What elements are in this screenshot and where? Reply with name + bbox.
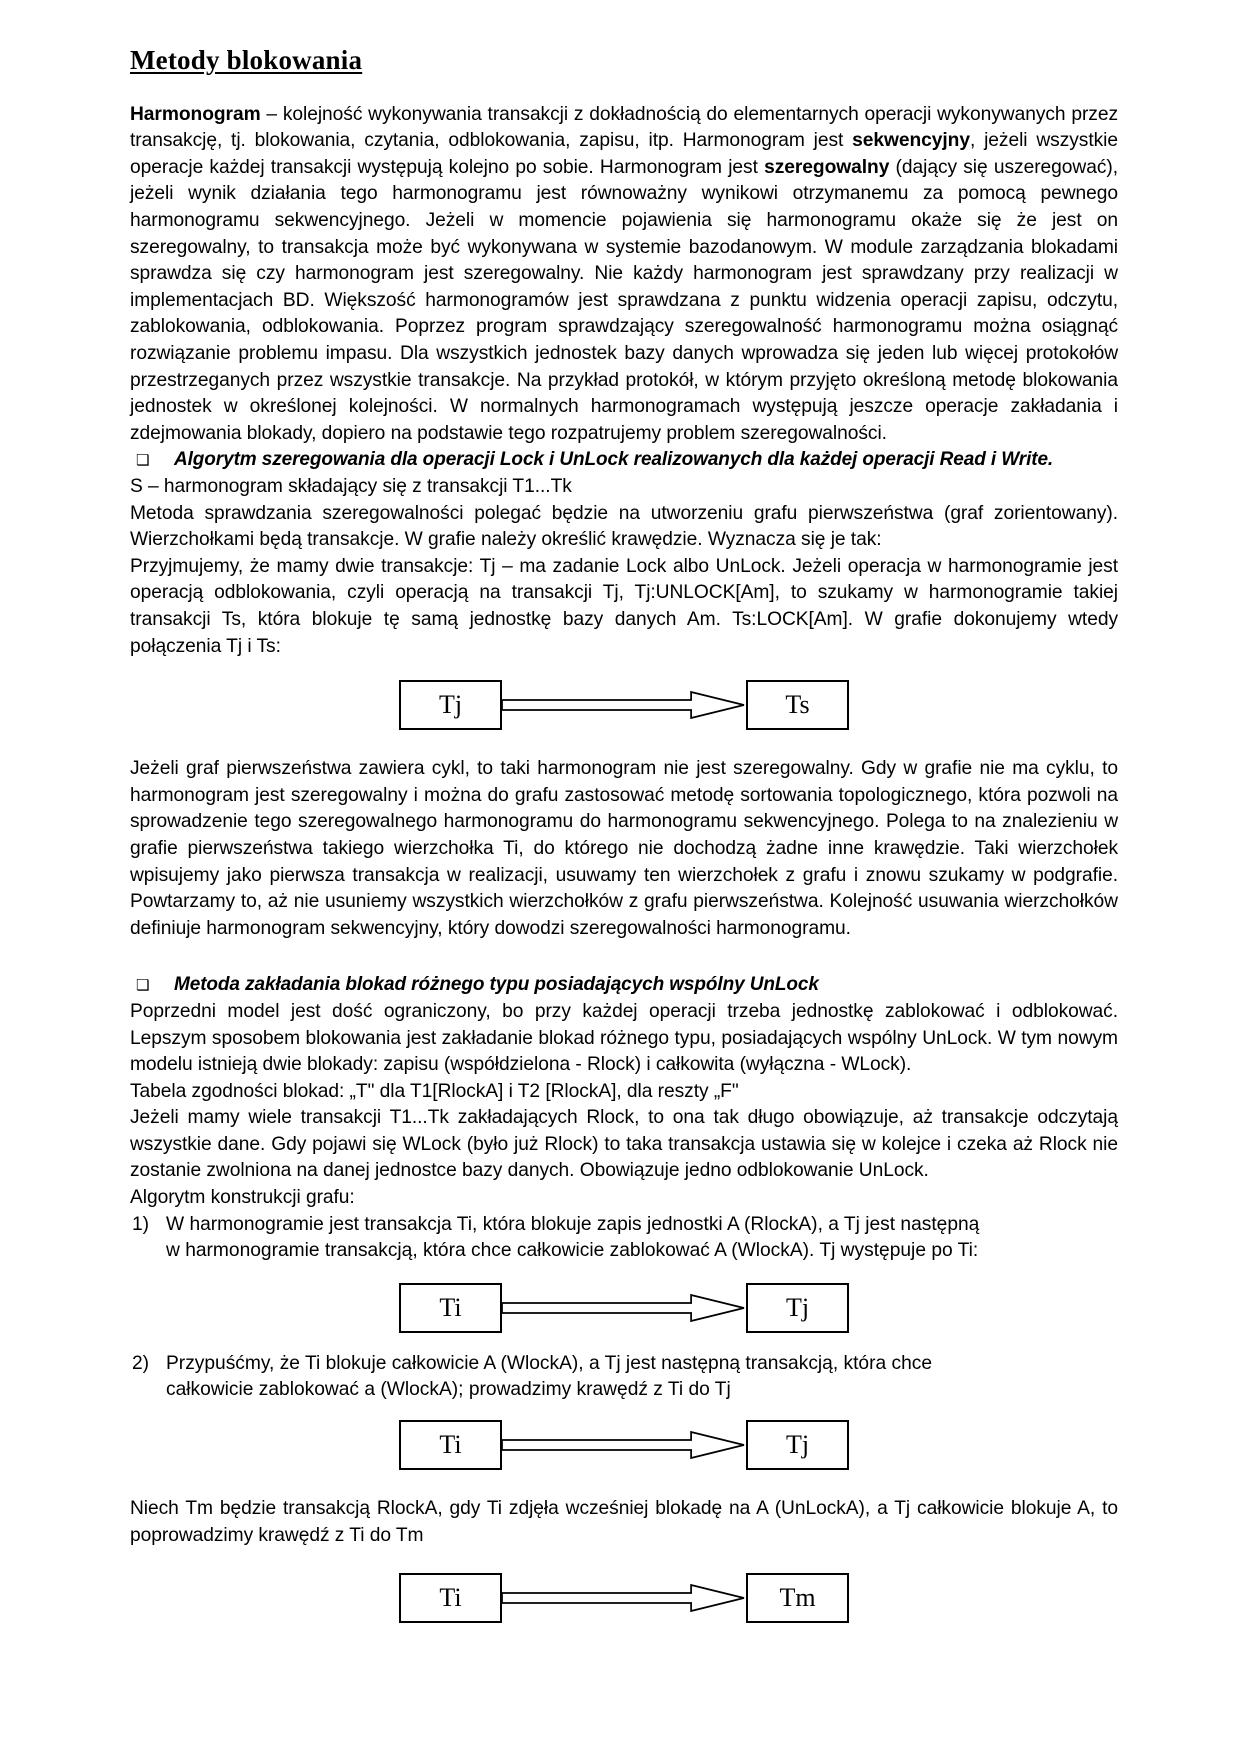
graph-diagram-1 bbox=[130, 680, 1118, 730]
numbered-item-marker: 1) bbox=[132, 1213, 150, 1235]
paragraph-metoda-sprawdzania: Metoda sprawdzania szeregowalności polegać będzie na utworzeniu grafu pierwszeństwa (graf zorientowany). Wierzchołkami będą transakcje. W grafie należy określić krawędzie. Wyznacza się je tak: bbox=[130, 502, 1118, 551]
numbered-item-2 bbox=[130, 1351, 1118, 1404]
graph-node-source: Tj bbox=[399, 680, 502, 730]
paragraph-s-harmonogram: S – harmonogram składający się z transakcji T1...Tk bbox=[130, 476, 572, 497]
graph-node-source: Ti bbox=[399, 1420, 502, 1470]
graph-node-source: Ti bbox=[399, 1573, 502, 1623]
numbered-item-text bbox=[166, 1212, 1118, 1265]
graph-edge-arrow bbox=[502, 688, 746, 722]
numbered-item-line-1: W harmonogramie jest transakcja Ti, która blokuje zapis jednostki A (RlockA), a Tj jest następną bbox=[166, 1213, 980, 1235]
bullet-heading-line-1: Metoda zakładania blokad różnego typu posiadających wspólny UnLock bbox=[174, 974, 819, 996]
paragraph-harmonogram-definition bbox=[130, 102, 1118, 448]
graph-diagram-3 bbox=[130, 1420, 1118, 1470]
numbered-item-marker: 2) bbox=[132, 1352, 150, 1374]
term-sekwencyjny: sekwencyjny bbox=[852, 130, 970, 152]
graph-node-target: Tj bbox=[746, 1420, 849, 1470]
paragraph-1-part-d: , jeżeli wszystkie operacje każdej transakcji występują kolejno po sobie. Harmonogram jest bbox=[130, 130, 1118, 178]
paragraph-wiele-transakcji: Jeżeli mamy wiele transakcji T1...Tk zakładających Rlock, to ona tak długo obowiązuje, aż transakcje odczytają wszystkie dane. Gdy pojawi się WLock (było już Rlock) to taka transakcja ustawia się w kolejce i czeka aż Rlock nie zostanie zwolniona na danej jednostce bazy danych. Obowiązuje jedno odblokowanie UnLock. bbox=[130, 1107, 1118, 1182]
bullet-heading-line-1: Algorytm szeregowania dla operacji Lock i UnLock realizowanych dla każdej operacji Read bbox=[174, 449, 986, 471]
bullet-square-icon: ❏ bbox=[136, 976, 150, 995]
bullet-heading-label bbox=[174, 447, 1118, 473]
paragraph-cykl-topologiczne: Jeżeli graf pierwszeństwa zawiera cykl, to taki harmonogram nie jest szeregowalny. Gdy w grafie nie ma cyklu, to harmonogram jest szeregowalny i można do grafu zastosować metodę sortowania topologicznego, która pozwoli na sprowadzenie tego szeregowalnego harmonogramu do harmonogramu sekwencyjnego. Polega to na znalezieniu w grafie pierwszeństwa takiego wierzchołka Ti, do którego nie dochodzą żadne inne krawędzie. Taki wierzchołek wpisujemy jako pierwsza transakcja w realizacji, usuwamy ten wierzchołek z grafu i znowu szukamy w podgrafie. Powtarzamy to, aż nie usuniemy wszystkich wierzchołków z grafu pierwszeństwa. Kolejność usuwania wierzchołków definiuje harmonogram sekwencyjny, który dowodzi szeregowalności harmonogramu. bbox=[130, 758, 1118, 939]
graph-node-target: Ts bbox=[746, 680, 849, 730]
numbered-item-1 bbox=[130, 1212, 1118, 1265]
paragraph-poprzedni-model: Poprzedni model jest dość ograniczony, bo przy każdej operacji trzeba jednostkę zablokować i odblokować. Lepszym sposobem blokowania jest zakładanie blokad różnego typu, posiadających wspólny UnLock. W tym nowym modelu istnieją dwie blokady: zapisu (współdzielona - Rlock) i całkowita (wyłączna - WLock). bbox=[130, 1000, 1118, 1076]
paragraph-algorytm-konstrukcji: Algorytm konstrukcji grafu: bbox=[130, 1187, 355, 1209]
numbered-item-line-1: Przypuśćmy, że Ti blokuje całkowicie A (WlockA), a Tj jest następną transakcją, która chce bbox=[166, 1352, 933, 1374]
bullet-heading-metoda-zakladania-blokad bbox=[130, 972, 1118, 999]
term-szeregowalny: szeregowalny bbox=[764, 156, 890, 178]
term-harmonogram: Harmonogram bbox=[130, 103, 261, 125]
graph-edge-arrow bbox=[502, 1428, 746, 1462]
paragraph-1-part-b: – kolejność wykonywania transakcji z dokładnością do elementarnych operacji wykonywanych przez transakcję, tj. blokowania, czytania, odblokowania, zapisu, itp. Harmonogram jest bbox=[130, 103, 1118, 152]
numbered-item-text bbox=[166, 1351, 1118, 1404]
paragraph-tabela-zgodnosci: Tabela zgodności blokad: „T" dla T1[RlockA] i T2 [RlockA], dla reszty „F" bbox=[130, 1080, 739, 1102]
graph-node-target: Tj bbox=[746, 1283, 849, 1333]
graph-diagram-2 bbox=[130, 1283, 1118, 1333]
bullet-heading-algorytm-szeregowania bbox=[130, 447, 1118, 474]
graph-edge-arrow bbox=[502, 1581, 746, 1615]
bullet-heading-label bbox=[174, 972, 1118, 998]
numbered-item-line-2: w harmonogramie transakcją, która chce całkowicie zablokować A (WlockA). Tj występuje po Ti: bbox=[166, 1240, 979, 1262]
numbered-item-line-2: całkowicie zablokować a (WlockA); prowadzimy krawędź z Ti do Tj bbox=[166, 1379, 731, 1401]
page-title: Metody blokowania bbox=[130, 45, 363, 75]
graph-node-source: Ti bbox=[399, 1283, 502, 1333]
bullet-heading-line-2: i Write. bbox=[990, 449, 1054, 471]
graph-edge-arrow bbox=[502, 1291, 746, 1325]
paragraph-1-part-f: (dający się uszeregować), jeżeli wynik działania tego harmonogramu jest równoważny wynikowi otrzymanemu za pomocą pewnego harmonogramu sekwencyjnego. Jeżeli w momencie pojawienia się harmonogramu okaże się że jest on szeregowalny, to transakcja może być wykonywana w systemie bazodanowym. W module zarządzania blokadami sprawdza się czy harmonogram jest szeregowalny. Nie każdy harmonogram jest sprawdzany przy realizacji w implementacjach BD. Większość harmonogramów jest sprawdzana z punktu widzenia operacji zapisu, odczytu, zablokowania, odblokowania. Poprzez program sprawdzający szeregowalność harmonogramu można osiągnąć rozwiązanie problemu impasu. Dla wszystkich jednostek bazy danych wprowadza się jeden lub więcej protokołów przestrzeganych przez wszystkie transakcje. Na przykład protokół, w którym przyjęto określoną metodę blokowania jednostek w określonej kolejności. W normalnych harmonogramach występują jeszcze operacje zakładania i zdejmowania blokady, dopiero na podstawie tego rozpatrujemy problem szeregowalności. bbox=[130, 156, 1118, 444]
paragraph-przyjmujemy: Przyjmujemy, że mamy dwie transakcje: Tj – ma zadanie Lock albo UnLock. Jeżeli operacja w harmonogramie jest operacją odblokowania, czyli operacją na transakcji Tj, Tj:UNLOCK[Am], to szukamy w harmonogramie takiej transakcji Ts, która blokuje tę samą jednostkę bazy danych Am. Ts:LOCK[Am]. W grafie dokonujemy wtedy połączenia Tj i Ts: bbox=[130, 555, 1118, 657]
graph-node-target: Tm bbox=[746, 1573, 849, 1623]
paragraph-niech-tm: Niech Tm będzie transakcją RlockA, gdy Ti zdjęła wcześniej blokadę na A (UnLockA), a Tj całkowicie blokuje A, to poprowadzimy krawędź z Ti do Tm bbox=[130, 1498, 1118, 1546]
bullet-square-icon: ❏ bbox=[136, 451, 150, 470]
graph-diagram-4 bbox=[130, 1573, 1118, 1623]
